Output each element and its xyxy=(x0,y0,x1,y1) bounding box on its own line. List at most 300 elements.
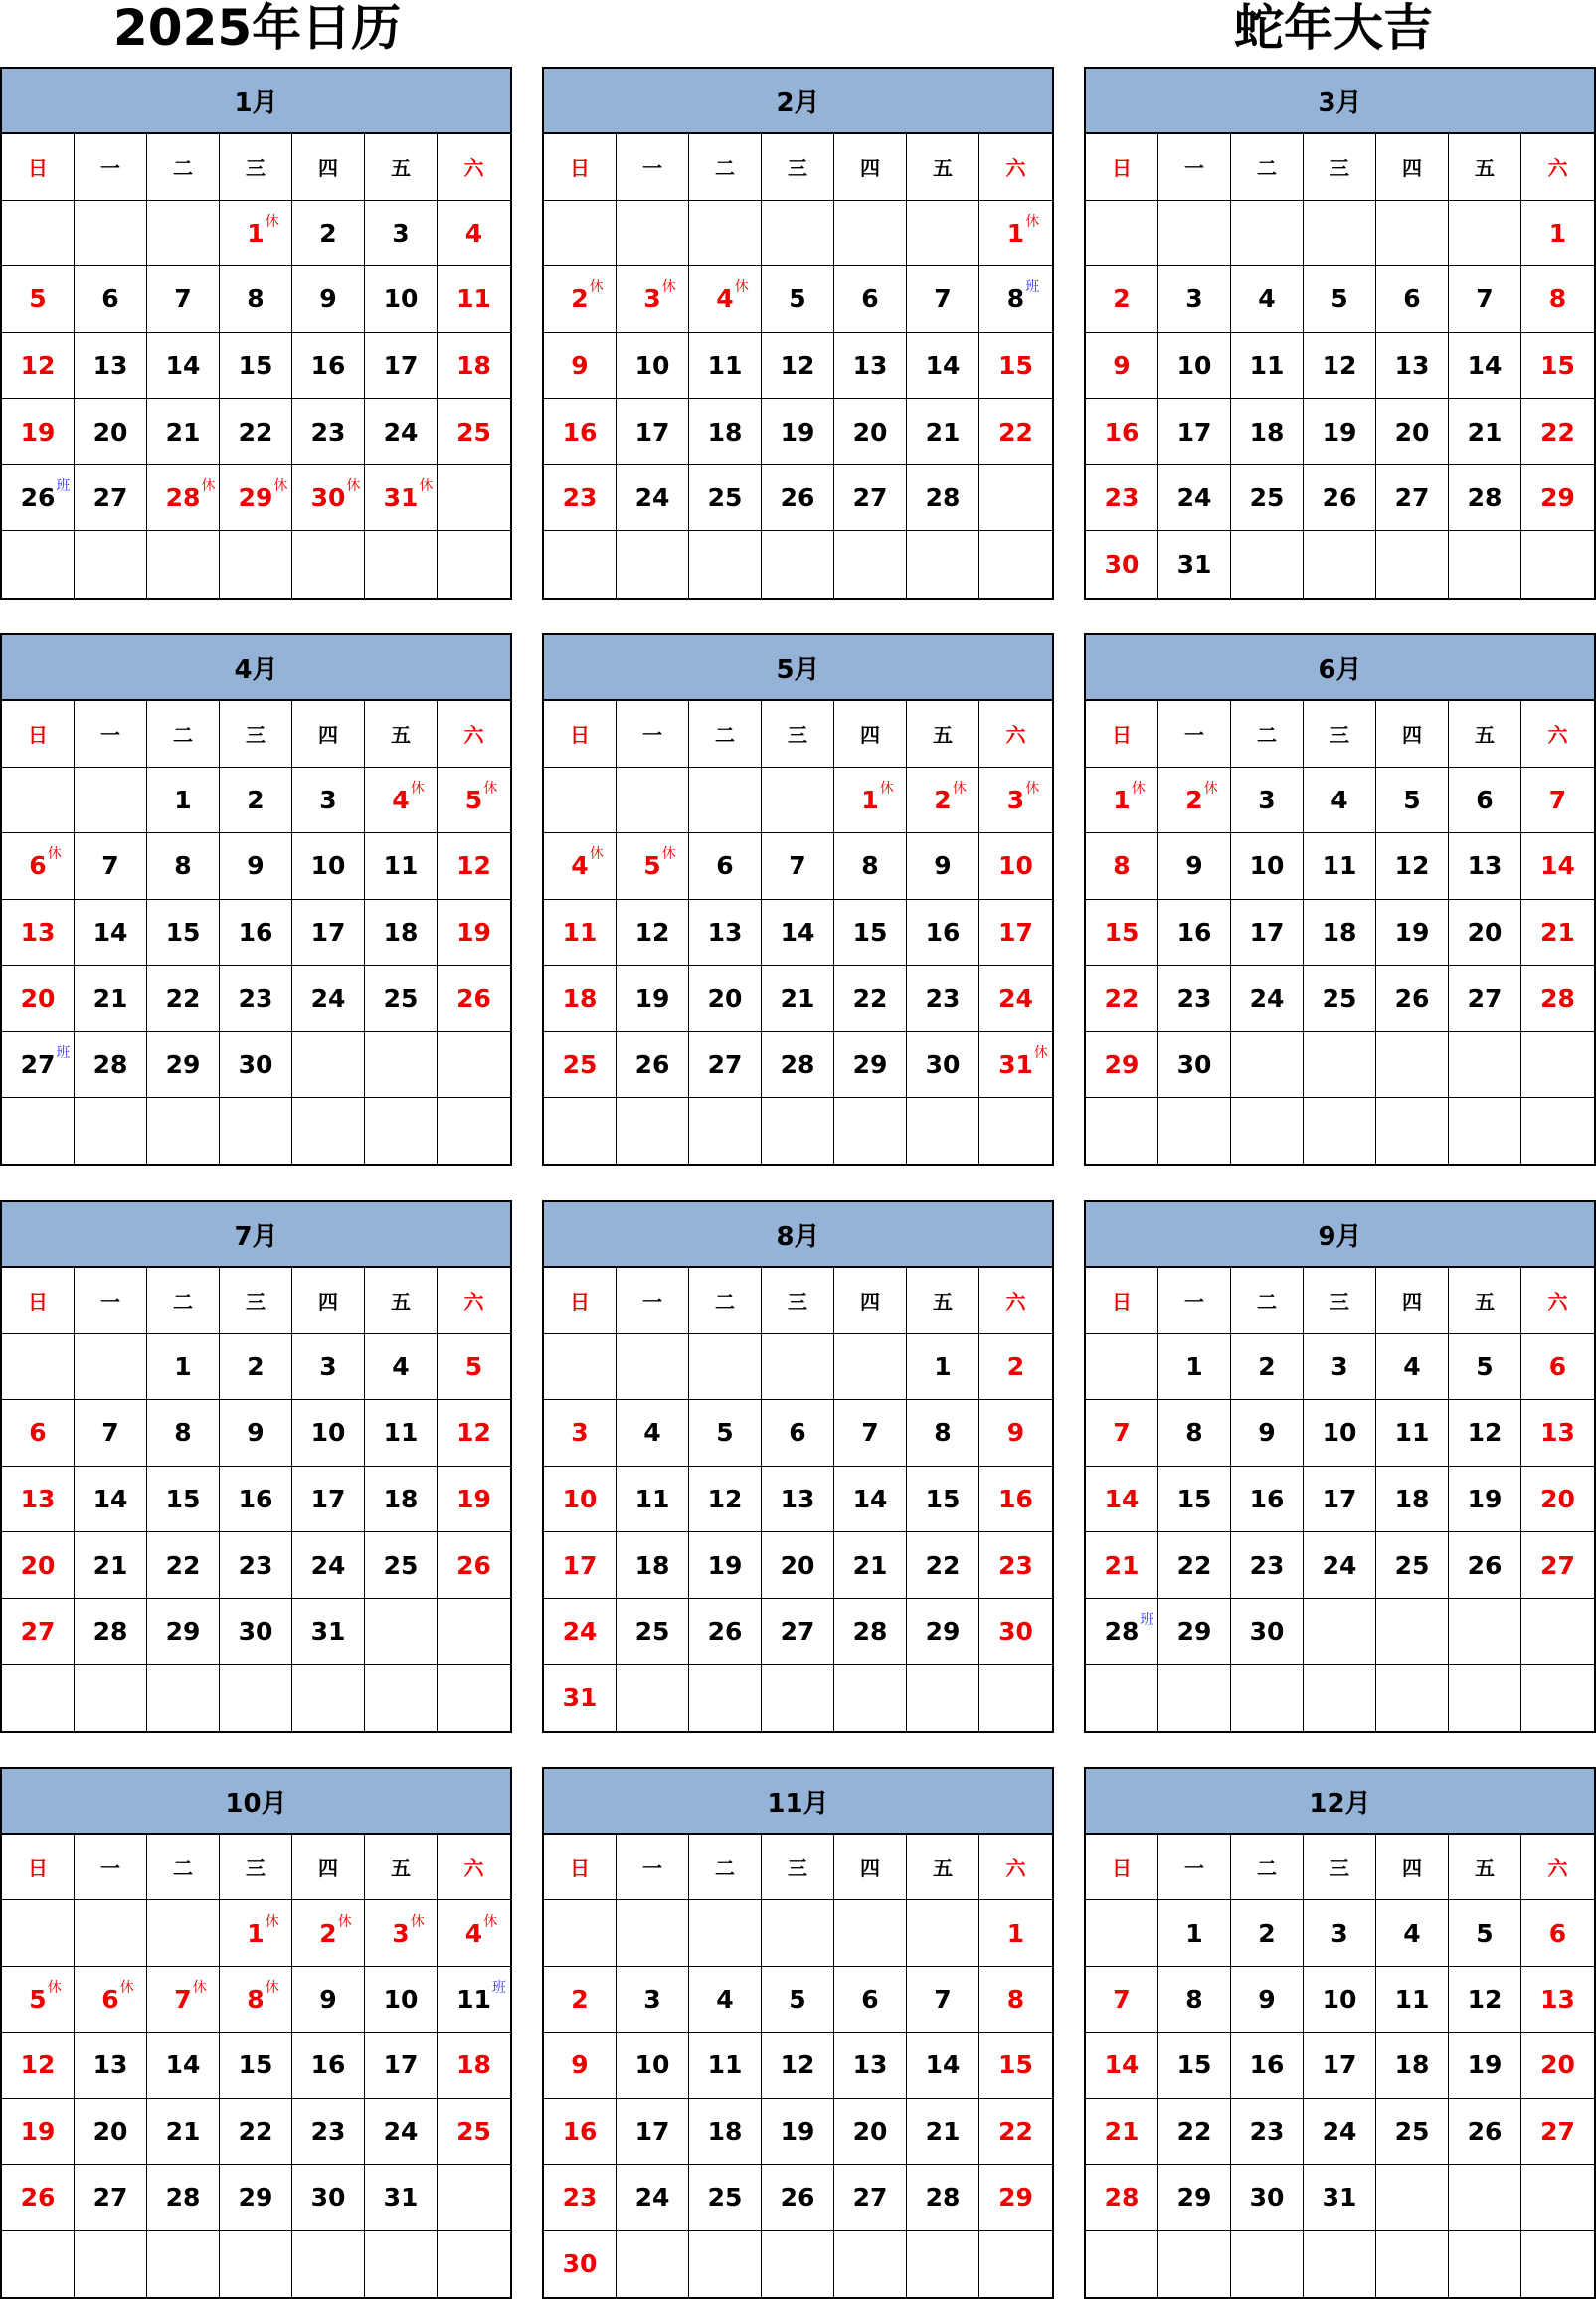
day-number: 21 xyxy=(165,417,201,446)
day-number-group xyxy=(247,1351,265,1381)
day-cell xyxy=(1449,465,1521,531)
weekday-header-row xyxy=(544,1835,1052,1900)
day-cell xyxy=(834,1967,907,2032)
weekday-label: 二 xyxy=(689,701,762,767)
day-number: 27 xyxy=(707,1050,743,1080)
day-cell xyxy=(689,1532,762,1598)
day-number: 2 xyxy=(571,284,589,314)
day-number: 28 xyxy=(165,483,201,513)
day-number-group xyxy=(998,1045,1048,1080)
day-cell xyxy=(1158,1334,1231,1400)
day-number: 21 xyxy=(1104,1550,1140,1580)
day-number-group xyxy=(1113,350,1131,380)
day-number-group xyxy=(20,478,71,513)
day-number: 12 xyxy=(456,1418,491,1448)
day-cell xyxy=(1376,833,1449,899)
weekday-label: 五 xyxy=(907,1268,979,1333)
day-number-group xyxy=(383,983,419,1013)
empty-day-cell xyxy=(1304,201,1376,266)
day-number: 10 xyxy=(310,1418,346,1448)
day-number-group xyxy=(1394,851,1430,881)
day-number-group xyxy=(1330,1918,1348,1948)
day-number: 27 xyxy=(92,483,128,513)
day-number-group xyxy=(165,1050,201,1080)
day-cell xyxy=(1231,966,1304,1031)
day-number: 4 xyxy=(716,1985,734,2015)
day-number: 6 xyxy=(101,1985,119,2015)
day-cell xyxy=(220,966,292,1031)
weekday-header-row xyxy=(544,701,1052,768)
day-cell xyxy=(979,333,1052,399)
day-cell xyxy=(438,768,510,833)
day-number: 6 xyxy=(1548,1918,1567,1948)
day-number-group xyxy=(311,2185,346,2210)
day-number-group xyxy=(789,1418,806,1448)
day-number-group xyxy=(1322,917,1357,947)
day-number-group xyxy=(852,2116,888,2146)
empty-day-cell xyxy=(147,201,220,266)
week-row xyxy=(544,1334,1052,1401)
day-number: 23 xyxy=(1176,983,1212,1013)
day-number-group xyxy=(934,1985,952,2015)
day-cell xyxy=(979,201,1052,266)
rest-day-badge: 休 xyxy=(273,478,288,495)
weekday-label: 二 xyxy=(1231,1268,1304,1333)
empty-day-cell xyxy=(1449,531,1521,598)
day-cell xyxy=(544,2033,617,2097)
day-number-group xyxy=(1104,1612,1154,1647)
day-cell xyxy=(617,2099,689,2164)
day-number: 2 xyxy=(1185,785,1203,814)
day-cell xyxy=(365,2099,438,2164)
day-number: 22 xyxy=(998,2116,1033,2146)
weekday-header-row xyxy=(1086,1835,1594,1900)
day-number: 7 xyxy=(1476,284,1494,314)
empty-day-cell xyxy=(75,1665,147,1731)
day-cell xyxy=(2,333,75,399)
day-cell xyxy=(1231,900,1304,966)
day-number-group xyxy=(1403,284,1421,314)
day-number-group xyxy=(852,1050,888,1080)
day-number: 24 xyxy=(634,483,670,513)
day-cell xyxy=(365,966,438,1031)
day-number-group xyxy=(1006,279,1040,314)
day-number: 25 xyxy=(383,983,419,1013)
day-number: 17 xyxy=(562,1550,598,1580)
day-number: 9 xyxy=(247,1418,265,1448)
day-cell xyxy=(220,399,292,464)
day-cell xyxy=(365,465,438,531)
day-number-group xyxy=(925,483,961,513)
day-number-group xyxy=(852,417,888,446)
day-number: 6 xyxy=(1476,785,1494,814)
day-cell xyxy=(292,201,365,266)
day-number: 15 xyxy=(1540,350,1575,380)
day-cell xyxy=(292,768,365,833)
day-cell xyxy=(544,2165,617,2229)
empty-day-cell xyxy=(292,531,365,598)
empty-day-cell xyxy=(834,201,907,266)
week-row xyxy=(1086,266,1594,333)
empty-day-cell xyxy=(1449,1032,1521,1098)
day-number-group xyxy=(456,2116,491,2146)
day-cell xyxy=(147,2033,220,2097)
day-number-group xyxy=(1394,2050,1430,2080)
weekday-label: 四 xyxy=(1376,134,1449,200)
day-cell xyxy=(1521,266,1594,332)
day-number: 1 xyxy=(1185,1351,1203,1381)
day-number: 22 xyxy=(165,983,201,1013)
empty-day-cell xyxy=(2,531,75,598)
day-number-group xyxy=(1540,1985,1575,2015)
day-number-group xyxy=(780,483,815,513)
day-number: 26 xyxy=(1467,1550,1503,1580)
day-number: 1 xyxy=(174,785,192,814)
day-cell xyxy=(1376,266,1449,332)
day-number-group xyxy=(707,417,743,446)
weekday-label: 一 xyxy=(617,1835,689,1899)
weekday-label: 一 xyxy=(1158,1835,1231,1899)
day-cell xyxy=(220,333,292,399)
day-number: 11 xyxy=(383,1418,419,1448)
empty-day-cell xyxy=(220,1098,292,1164)
empty-day-cell xyxy=(689,1334,762,1400)
day-number: 26 xyxy=(20,2183,56,2212)
day-number-group xyxy=(101,1980,134,2015)
day-number-group xyxy=(562,2249,598,2279)
empty-day-cell xyxy=(147,1098,220,1164)
day-number: 13 xyxy=(92,350,128,380)
rest-day-badge: 休 xyxy=(192,1980,207,1997)
day-cell xyxy=(75,1467,147,1532)
day-number-group xyxy=(464,780,498,814)
week-row xyxy=(2,1032,510,1099)
day-cell xyxy=(617,1599,689,1665)
day-number: 31 xyxy=(383,2183,419,2212)
day-number-group xyxy=(174,284,192,314)
day-cell xyxy=(689,1032,762,1098)
day-number-group xyxy=(238,1617,273,1647)
day-number: 2 xyxy=(319,218,337,248)
day-number-group xyxy=(310,478,361,513)
day-cell xyxy=(1231,1467,1304,1532)
day-number-group xyxy=(780,917,815,947)
day-cell xyxy=(617,966,689,1031)
empty-day-cell xyxy=(438,1032,510,1098)
day-number-group xyxy=(1548,218,1567,248)
day-number-group xyxy=(319,1985,337,2015)
day-number: 5 xyxy=(464,785,483,814)
day-cell xyxy=(907,1467,979,1532)
day-cell xyxy=(1158,900,1231,966)
empty-day-cell xyxy=(762,1665,834,1731)
day-number: 2 xyxy=(247,1351,265,1381)
day-number-group xyxy=(310,417,346,446)
day-cell xyxy=(979,1467,1052,1532)
day-number: 7 xyxy=(1548,785,1567,814)
day-number-group xyxy=(20,983,56,1013)
day-number-group xyxy=(392,1913,425,1948)
day-number-group xyxy=(643,846,676,881)
rest-day-badge: 休 xyxy=(47,846,62,863)
day-number: 21 xyxy=(165,2116,201,2146)
day-cell xyxy=(762,900,834,966)
weekday-header-row xyxy=(544,134,1052,201)
day-number: 20 xyxy=(707,983,743,1013)
weekday-label: 六 xyxy=(1005,156,1026,181)
day-number: 10 xyxy=(1322,1985,1357,2015)
week-row xyxy=(1086,333,1594,400)
day-cell xyxy=(979,1532,1052,1598)
day-number-group xyxy=(1476,284,1494,314)
day-cell xyxy=(220,1400,292,1466)
day-number-group xyxy=(1322,1484,1357,1513)
day-cell xyxy=(1086,1032,1158,1098)
day-cell xyxy=(1231,465,1304,531)
weekday-label: 二 xyxy=(1231,134,1304,200)
day-number: 13 xyxy=(1467,851,1503,881)
weekday-label: 五 xyxy=(907,701,979,767)
day-cell xyxy=(907,333,979,399)
day-number-group xyxy=(1176,550,1212,580)
empty-day-cell xyxy=(1376,1599,1449,1665)
day-number-group xyxy=(20,350,56,380)
rest-day-badge: 休 xyxy=(661,279,676,296)
day-cell xyxy=(544,399,617,464)
day-number-group xyxy=(1540,983,1575,1013)
day-cell xyxy=(1304,2033,1376,2097)
day-cell xyxy=(1376,1532,1449,1598)
day-number-group xyxy=(998,2185,1033,2210)
day-number: 8 xyxy=(247,1985,265,2015)
day-cell xyxy=(907,2033,979,2097)
day-number: 30 xyxy=(310,2183,346,2212)
day-number: 3 xyxy=(571,1418,589,1448)
day-number: 15 xyxy=(238,350,273,380)
day-number: 20 xyxy=(1467,917,1503,947)
day-number-group xyxy=(1249,417,1285,446)
day-number: 27 xyxy=(1540,2116,1575,2146)
day-number: 23 xyxy=(238,983,273,1013)
day-cell xyxy=(979,1599,1052,1665)
day-cell xyxy=(544,1967,617,2032)
day-number-group xyxy=(247,785,265,814)
day-number-group xyxy=(392,218,410,248)
day-cell xyxy=(689,465,762,531)
empty-day-cell xyxy=(1086,2231,1158,2297)
day-number: 5 xyxy=(29,284,47,314)
weekday-label: 五 xyxy=(365,1268,438,1333)
day-number: 18 xyxy=(634,1550,670,1580)
week-row xyxy=(2,2099,510,2165)
day-cell xyxy=(1521,2033,1594,2097)
day-number: 16 xyxy=(1249,2050,1285,2080)
day-cell xyxy=(907,266,979,332)
day-cell xyxy=(1521,1900,1594,1965)
day-number: 5 xyxy=(789,284,806,314)
day-number: 3 xyxy=(643,284,661,314)
day-number: 1 xyxy=(1006,1918,1025,1948)
empty-day-cell xyxy=(147,2231,220,2297)
day-cell xyxy=(292,1400,365,1466)
day-number-group xyxy=(101,1418,119,1448)
weekday-label: 六 xyxy=(1005,1857,1026,1881)
day-number: 11 xyxy=(562,917,598,947)
day-number-group xyxy=(571,1418,589,1448)
day-cell xyxy=(907,1334,979,1400)
day-number-group xyxy=(29,1418,47,1448)
day-number-group xyxy=(1104,983,1140,1013)
day-cell xyxy=(1086,1532,1158,1598)
day-cell xyxy=(1521,333,1594,399)
day-cell xyxy=(147,1967,220,2032)
day-number-group xyxy=(998,983,1033,1013)
week-row xyxy=(1086,1467,1594,1533)
day-number: 27 xyxy=(92,2183,128,2212)
day-cell xyxy=(762,1967,834,2032)
rest-day-badge: 休 xyxy=(1033,1045,1048,1062)
empty-day-cell xyxy=(75,1334,147,1400)
empty-day-cell xyxy=(907,531,979,598)
weekday-label: 五 xyxy=(1449,1835,1521,1899)
week-row xyxy=(2,966,510,1032)
day-cell xyxy=(1304,1900,1376,1965)
day-number: 10 xyxy=(634,350,670,380)
day-cell xyxy=(689,333,762,399)
empty-day-cell xyxy=(2,201,75,266)
day-cell xyxy=(544,1400,617,1466)
day-number-group xyxy=(1113,1418,1131,1448)
day-number: 27 xyxy=(1540,1550,1575,1580)
day-number-group xyxy=(634,1550,670,1580)
day-number-group xyxy=(925,350,961,380)
day-number: 7 xyxy=(174,284,192,314)
day-cell xyxy=(544,266,617,332)
day-cell xyxy=(1086,2099,1158,2164)
day-number: 20 xyxy=(20,1550,56,1580)
weekday-label: 三 xyxy=(1304,1268,1376,1333)
day-number-group xyxy=(634,1050,670,1080)
day-number-group xyxy=(1104,1484,1140,1513)
day-cell xyxy=(689,266,762,332)
week-row xyxy=(2,768,510,834)
day-cell xyxy=(544,465,617,531)
day-number-group xyxy=(165,917,201,947)
empty-day-cell xyxy=(544,531,617,598)
day-number: 8 xyxy=(1113,851,1131,881)
day-number-group xyxy=(1104,917,1140,947)
rest-day-badge: 休 xyxy=(265,1980,279,1997)
day-cell xyxy=(762,1599,834,1665)
day-number-group xyxy=(319,218,337,248)
day-number: 14 xyxy=(165,350,201,380)
weekday-label: 二 xyxy=(689,1268,762,1333)
empty-day-cell xyxy=(689,531,762,598)
day-number-group xyxy=(571,2050,589,2080)
day-number: 26 xyxy=(707,1617,743,1647)
day-number-group xyxy=(1540,483,1575,513)
day-number: 5 xyxy=(716,1418,734,1448)
day-number: 15 xyxy=(1176,1484,1212,1513)
week-row xyxy=(2,1467,510,1533)
day-cell xyxy=(75,465,147,531)
day-cell xyxy=(1158,2099,1231,2164)
day-number: 11 xyxy=(456,1985,491,2015)
day-cell xyxy=(1449,1400,1521,1466)
day-number-group xyxy=(1176,350,1212,380)
day-number-group xyxy=(634,2050,670,2080)
day-cell xyxy=(438,1532,510,1598)
day-cell xyxy=(2,2033,75,2097)
day-cell xyxy=(979,1032,1052,1098)
weekday-label: 一 xyxy=(1158,701,1231,767)
week-row xyxy=(2,266,510,333)
weekday-label: 二 xyxy=(689,1835,762,1899)
day-cell xyxy=(292,1467,365,1532)
day-cell xyxy=(834,266,907,332)
week-row xyxy=(2,2033,510,2098)
day-cell xyxy=(1158,1532,1231,1598)
day-cell xyxy=(365,768,438,833)
week-row xyxy=(2,1599,510,1666)
day-number: 9 xyxy=(571,2050,589,2080)
day-number-group xyxy=(247,851,265,881)
day-cell xyxy=(834,1032,907,1098)
day-cell xyxy=(617,1400,689,1466)
empty-day-cell xyxy=(1449,1599,1521,1665)
empty-day-cell xyxy=(1304,1032,1376,1098)
day-number: 25 xyxy=(562,1050,598,1080)
day-cell xyxy=(2,399,75,464)
day-number: 26 xyxy=(780,483,815,513)
day-number: 12 xyxy=(634,917,670,947)
day-number-group xyxy=(1249,350,1285,380)
empty-day-cell xyxy=(2,1098,75,1164)
day-number: 12 xyxy=(20,2050,56,2080)
day-number: 3 xyxy=(1185,284,1203,314)
day-number: 11 xyxy=(1322,851,1357,881)
empty-day-cell xyxy=(762,1334,834,1400)
day-cell xyxy=(1449,1967,1521,2032)
day-cell xyxy=(1086,531,1158,598)
day-cell xyxy=(979,1400,1052,1466)
empty-day-cell xyxy=(1086,1098,1158,1164)
weekday-label: 日 xyxy=(1086,134,1158,200)
day-number-group xyxy=(310,1550,346,1580)
day-number: 8 xyxy=(247,284,265,314)
day-number: 18 xyxy=(383,917,419,947)
day-number-group xyxy=(1322,2050,1357,2080)
week-row xyxy=(2,399,510,465)
empty-day-cell xyxy=(762,531,834,598)
weekday-label: 四 xyxy=(834,701,907,767)
day-number-group xyxy=(456,851,491,881)
day-number: 28 xyxy=(92,1050,128,1080)
day-cell xyxy=(1086,1467,1158,1532)
day-number: 4 xyxy=(1403,1351,1421,1381)
empty-day-cell xyxy=(1086,1665,1158,1731)
weekday-label: 二 xyxy=(147,701,220,767)
day-number: 1 xyxy=(247,1918,265,1948)
day-number-group xyxy=(562,483,598,513)
day-cell xyxy=(1304,266,1376,332)
day-number-group xyxy=(1476,1918,1494,1948)
day-number-group xyxy=(238,1050,273,1080)
day-number-group xyxy=(174,1351,192,1381)
day-cell xyxy=(220,1967,292,2032)
day-number-group xyxy=(1258,785,1276,814)
day-cell xyxy=(75,2165,147,2229)
